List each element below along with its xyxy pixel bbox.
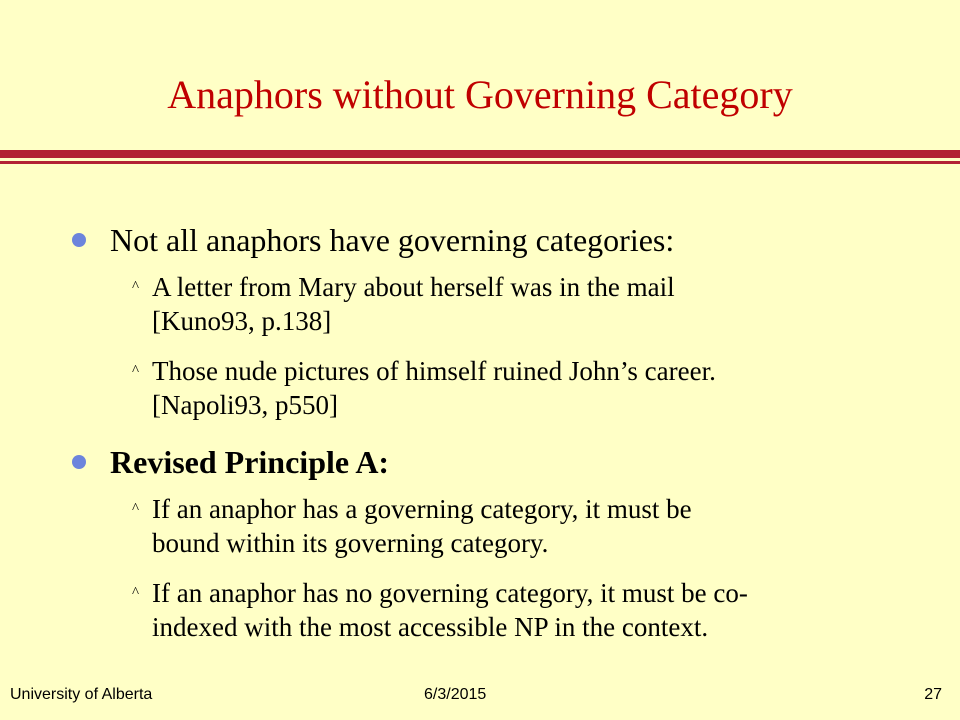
bullet-1-text: Not all anaphors have governing categories: <box>110 222 675 258</box>
bullet-2-text: Revised Principle A: <box>110 444 390 480</box>
bullet-dot-icon <box>72 455 86 469</box>
title-rule-thin <box>0 161 960 164</box>
sub-bullet-line: [Napoli93, p550] <box>152 390 338 420</box>
sub-bullet-1-2 <box>132 354 902 422</box>
bullet-1 <box>72 218 932 262</box>
sub-bullet-2-1 <box>132 492 902 560</box>
footer-date: 6/3/2015 <box>424 686 487 703</box>
sub-bullet-1-1 <box>132 270 902 338</box>
sub-bullet-2-2 <box>132 576 902 644</box>
caret-bullet-icon: ^ <box>132 501 140 517</box>
caret-bullet-icon: ^ <box>132 279 140 295</box>
sub-bullet-line: [Kuno93, p.138] <box>152 306 332 336</box>
bullet-dot-icon <box>72 233 86 247</box>
title-rule-thick <box>0 150 960 158</box>
slide-title: Anaphors without Governing Category <box>167 72 793 117</box>
caret-bullet-icon: ^ <box>132 585 140 601</box>
sub-bullet-line: If an anaphor has a governing category, it must be <box>152 494 692 524</box>
caret-bullet-icon: ^ <box>132 363 140 379</box>
sub-bullet-line: bound within its governing category. <box>152 528 549 558</box>
sub-bullet-line: If an anaphor has no governing category, it must be co- <box>152 578 748 608</box>
sub-bullet-line: Those nude pictures of himself ruined John’s career. <box>152 356 716 386</box>
footer-organization: University of Alberta <box>10 686 153 703</box>
bullet-2 <box>72 440 932 484</box>
sub-bullet-line: indexed with the most accessible NP in the context. <box>152 612 709 642</box>
footer-page-number: 27 <box>924 686 942 703</box>
sub-bullet-line: A letter from Mary about herself was in the mail <box>152 272 675 302</box>
